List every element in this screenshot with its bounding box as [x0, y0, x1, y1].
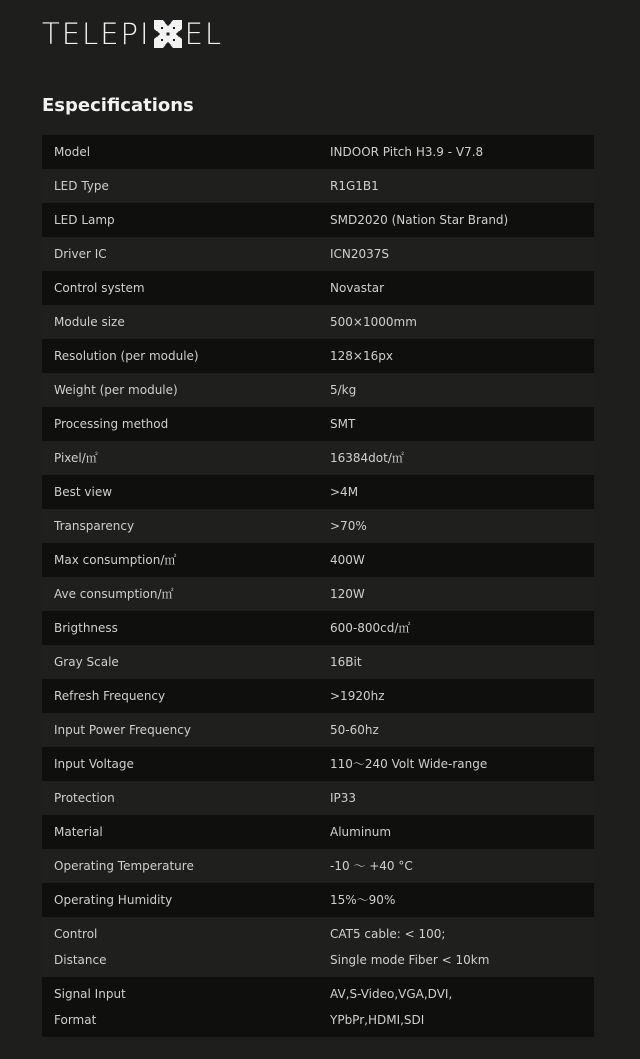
spec-row: [42, 645, 594, 679]
spec-row: [42, 203, 594, 237]
spec-value-line: Single mode Fiber < 10km: [330, 953, 490, 967]
spec-row: [42, 713, 594, 747]
spec-label: Protection: [54, 790, 115, 805]
spec-label: LED Lamp: [54, 212, 115, 227]
spec-row: [42, 611, 594, 645]
spec-value: >4M: [330, 484, 359, 499]
brand-text-start: TELEPI: [42, 17, 151, 51]
spec-row: [42, 475, 594, 509]
x-pixel-logo-icon: [153, 19, 183, 49]
spec-value: 128×16px: [330, 348, 393, 363]
brand-logo[interactable]: [42, 18, 223, 50]
spec-row: [42, 883, 594, 917]
spec-label-line: Format: [54, 1013, 97, 1027]
spec-label: LED Type: [54, 178, 109, 193]
spec-row: [42, 237, 594, 271]
spec-value: IP33: [330, 790, 357, 805]
spec-row: [42, 849, 594, 883]
spec-label: Module size: [54, 314, 125, 329]
spec-label: Max consumption/㎡: [54, 552, 177, 567]
spec-row: [42, 509, 594, 543]
spec-row: [42, 339, 594, 373]
spec-value: 16384dot/㎡: [330, 450, 404, 465]
spec-label-line: Signal Input: [54, 987, 126, 1001]
spec-value-line: AV,S-Video,VGA,DVI,: [330, 987, 453, 1001]
spec-label: Material: [54, 824, 103, 839]
spec-row: [42, 747, 594, 781]
spec-label-line: Control: [54, 927, 98, 941]
spec-label: Input Power Frequency: [54, 722, 191, 737]
spec-value: -10 ～ +40 °C: [330, 858, 413, 873]
spec-value-line: YPbPr,HDMI,SDI: [330, 1013, 425, 1027]
spec-row: [42, 917, 594, 977]
spec-row: [42, 977, 594, 1037]
spec-value: 15%～90%: [330, 892, 396, 907]
spec-label: Transparency: [54, 518, 135, 533]
spec-row: [42, 305, 594, 339]
spec-label: Operating Temperature: [54, 858, 194, 873]
spec-value: >70%: [330, 518, 367, 533]
spec-value: SMT: [330, 416, 356, 431]
spec-value: INDOOR Pitch H3.9 - V7.8: [330, 144, 484, 159]
spec-row: [42, 441, 594, 475]
spec-value: >1920hz: [330, 688, 385, 703]
spec-label: Weight (per module): [54, 382, 178, 397]
section-title: Especifications: [42, 95, 194, 116]
spec-label: Brigthness: [54, 620, 118, 635]
spec-row: [42, 679, 594, 713]
brand-text-end: EL: [184, 17, 224, 51]
spec-row: [42, 577, 594, 611]
spec-row: [42, 781, 594, 815]
spec-label: Pixel/㎡: [54, 450, 98, 465]
spec-value: 600-800cd/㎡: [330, 620, 411, 635]
spec-label: Model: [54, 144, 91, 159]
spec-value: ICN2037S: [330, 246, 390, 261]
spec-label: Processing method: [54, 416, 169, 431]
spec-row: [42, 815, 594, 849]
spec-value-line: CAT5 cable: < 100;: [330, 927, 446, 941]
spec-label: Refresh Frequency: [54, 688, 166, 703]
spec-label: Driver IC: [54, 246, 107, 261]
spec-value: 50-60hz: [330, 722, 379, 737]
spec-label: Ave consumption/㎡: [54, 586, 174, 601]
spec-row: [42, 543, 594, 577]
spec-row: [42, 135, 594, 169]
spec-value: 5/kg: [330, 382, 357, 397]
spec-value: 16Bit: [330, 654, 362, 669]
spec-label: Best view: [54, 484, 113, 499]
spec-value: SMD2020 (Nation Star Brand): [330, 212, 509, 227]
spec-value: 120W: [330, 586, 365, 601]
spec-value: [318, 917, 594, 977]
spec-table: [42, 135, 594, 1037]
spec-value: [318, 977, 594, 1037]
spec-table-body: [42, 135, 594, 1037]
spec-value: Novastar: [330, 280, 385, 295]
spec-label: [42, 917, 318, 977]
spec-row: [42, 407, 594, 441]
spec-label: Input Voltage: [54, 756, 134, 771]
spec-label: Resolution (per module): [54, 348, 199, 363]
spec-value: 110～240 Volt Wide-range: [330, 756, 488, 771]
spec-label: Operating Humidity: [54, 892, 173, 907]
spec-label: [42, 977, 318, 1037]
spec-row: [42, 373, 594, 407]
spec-value: 400W: [330, 552, 365, 567]
spec-value: 500×1000mm: [330, 314, 417, 329]
spec-value: Aluminum: [330, 824, 392, 839]
spec-label: Gray Scale: [54, 654, 119, 669]
spec-row: [42, 271, 594, 305]
spec-value: R1G1B1: [330, 178, 379, 193]
spec-label-line: Distance: [54, 953, 107, 967]
spec-label: Control system: [54, 280, 145, 295]
spec-row: [42, 169, 594, 203]
